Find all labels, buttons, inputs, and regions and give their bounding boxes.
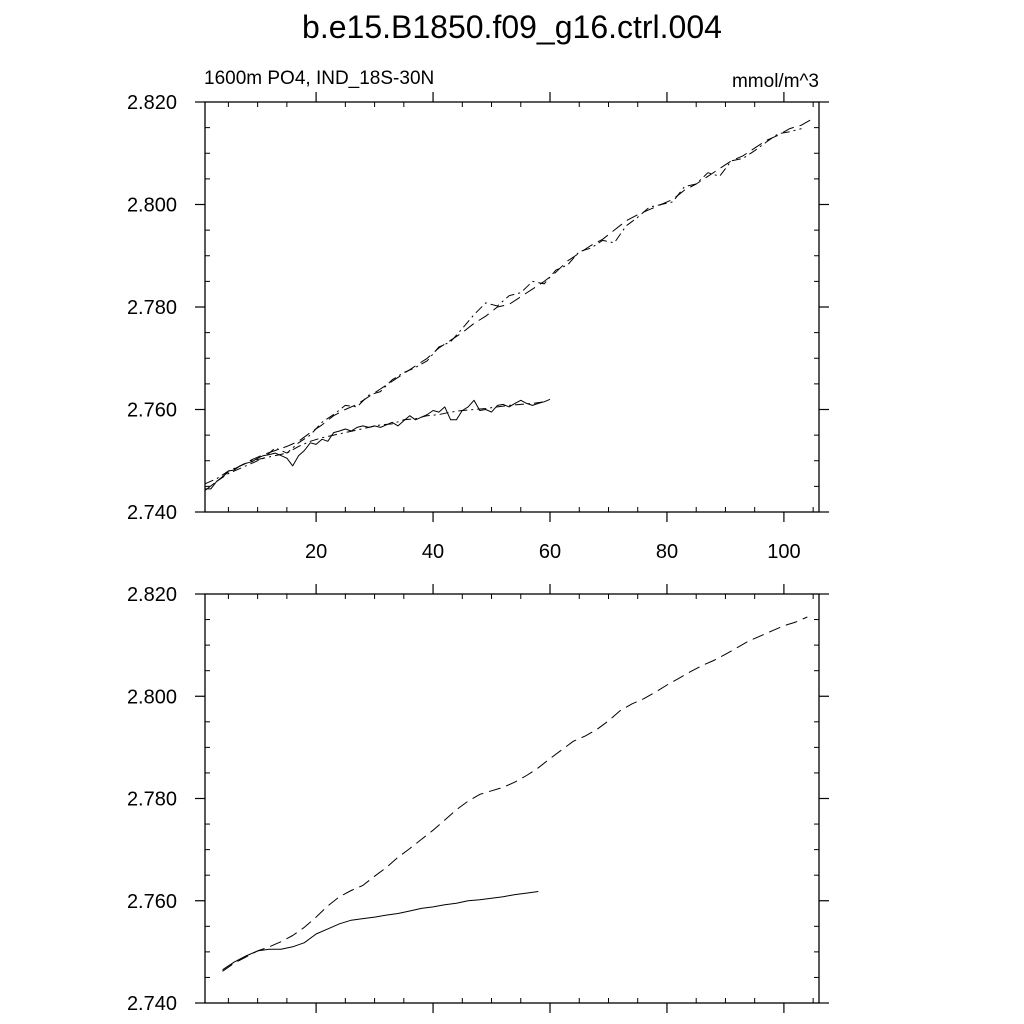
y-tick-label: 2.760 <box>126 399 177 422</box>
series-line-dash-dot <box>205 402 544 484</box>
left-string: 1600m PO4, IND_18S-30N <box>204 68 435 89</box>
top-panel <box>127 92 829 563</box>
x-tick-label: 40 <box>421 541 445 563</box>
series-line-long-dash <box>205 118 813 490</box>
series-line-solid <box>223 892 539 970</box>
bottom-panel <box>127 584 829 1015</box>
y-tick-label: 2.780 <box>126 788 177 811</box>
y-tick-label: 2.760 <box>126 890 177 913</box>
chart-title: b.e15.B1850.f09_g16.ctrl.004 <box>302 9 722 45</box>
series-line-solid <box>205 399 550 489</box>
series-line-long-dash <box>223 617 808 971</box>
units-label: mmol/m^3 <box>731 71 819 92</box>
y-tick-label: 2.740 <box>126 993 177 1015</box>
y-tick-label: 2.820 <box>126 584 177 606</box>
y-tick-label: 2.820 <box>126 92 177 114</box>
y-tick-label: 2.800 <box>126 686 177 709</box>
x-tick-label: 80 <box>655 541 679 563</box>
y-tick-label: 2.780 <box>126 297 177 319</box>
x-tick-label: 60 <box>538 541 562 563</box>
plot-frame <box>205 594 819 1003</box>
x-tick-label: 100 <box>767 541 801 563</box>
x-tick-label: 20 <box>304 541 328 563</box>
y-tick-label: 2.740 <box>126 502 177 524</box>
series-line-dash-dot <box>217 129 802 482</box>
y-tick-label: 2.800 <box>126 194 177 217</box>
